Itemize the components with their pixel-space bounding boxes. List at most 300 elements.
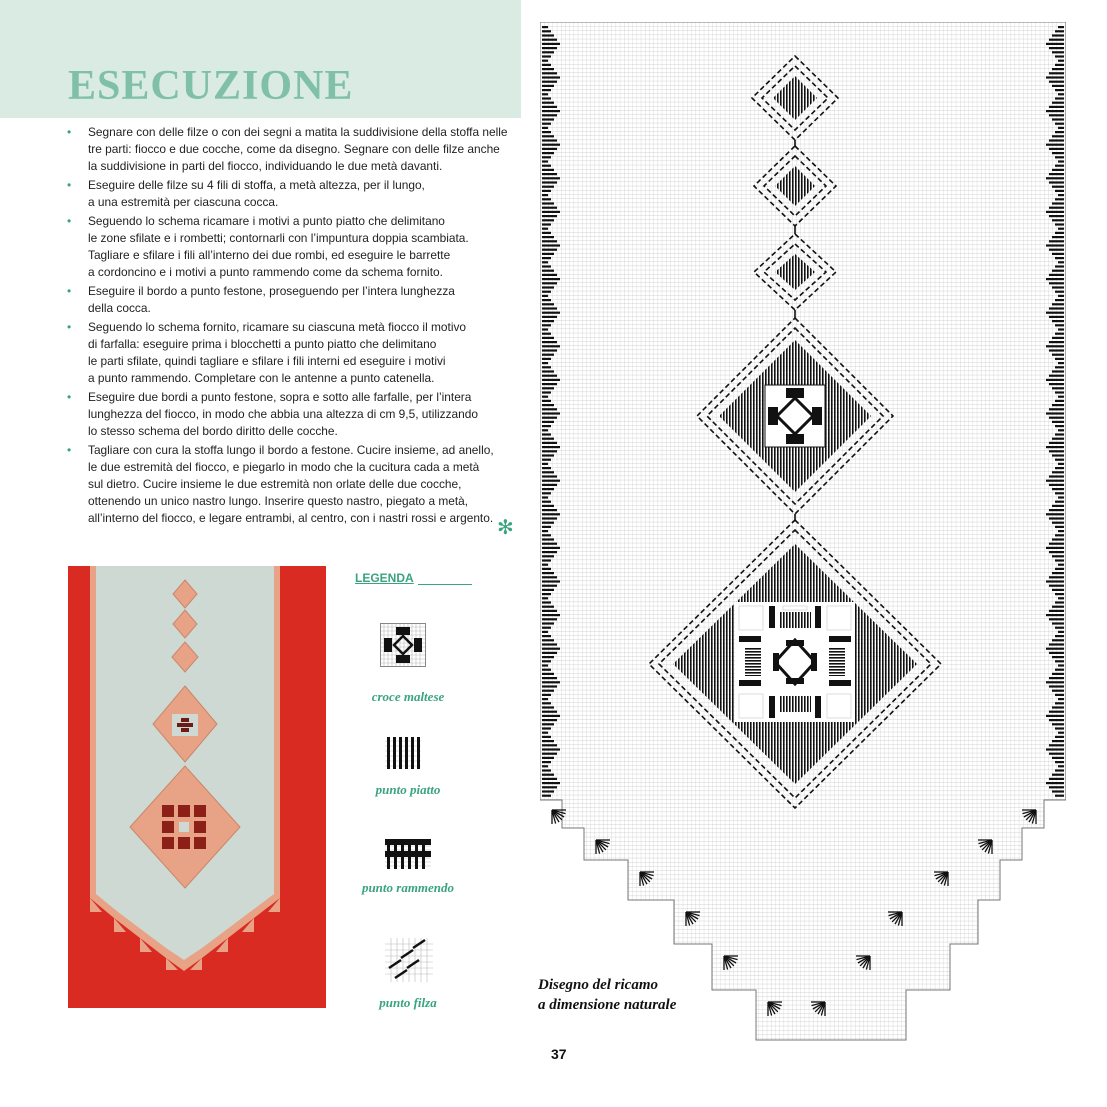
festoon-stitch-right bbox=[1049, 249, 1064, 251]
festoon-stitch-right bbox=[1058, 597, 1064, 599]
festoon-stitch-left bbox=[542, 349, 557, 351]
festoon-stitch-right bbox=[1055, 568, 1064, 570]
festoon-stitch-right bbox=[1052, 690, 1064, 692]
festoon-stitch-right bbox=[1046, 648, 1064, 650]
festoon-stitch-right bbox=[1049, 139, 1064, 141]
festoon-stitch-left bbox=[542, 652, 557, 654]
festoon-stitch-left bbox=[542, 320, 554, 322]
festoon-stitch-left bbox=[542, 610, 557, 612]
instruction-item bbox=[66, 442, 514, 527]
festoon-stitch-right bbox=[1058, 26, 1064, 28]
festoon-stitch-right bbox=[1049, 81, 1064, 83]
legend-title: LEGENDA bbox=[355, 571, 414, 585]
instruction-line: Tagliare con cura la stoffa lungo il bordo a festone. Cucire insieme, ad anello, bbox=[88, 443, 494, 457]
festoon-stitch-left bbox=[542, 522, 554, 524]
festoon-stitch-right bbox=[1049, 484, 1064, 486]
festoon-stitch-right bbox=[1046, 513, 1064, 515]
festoon-stitch-right bbox=[1046, 782, 1064, 784]
festoon-stitch-right bbox=[1049, 307, 1064, 309]
festoon-stitch-left bbox=[542, 291, 551, 293]
festoon-stitch-left bbox=[542, 526, 551, 528]
instruction-list bbox=[66, 124, 514, 529]
festoon-stitch-right bbox=[1052, 219, 1064, 221]
festoon-stitch-left bbox=[542, 89, 551, 91]
festoon-stitch-right bbox=[1049, 274, 1064, 276]
festoon-stitch-left bbox=[542, 576, 557, 578]
festoon-stitch-right bbox=[1055, 333, 1064, 335]
festoon-stitch-left bbox=[542, 51, 554, 53]
festoon-stitch-right bbox=[1046, 345, 1064, 347]
festoon-stitch-left bbox=[542, 732, 548, 734]
festoon-stitch-right bbox=[1052, 102, 1064, 104]
festoon-stitch-left bbox=[542, 156, 551, 158]
festoon-stitch-left bbox=[542, 240, 557, 242]
instruction-line: Eseguire il bordo a punto festone, proseguendo per l’intera lunghezza bbox=[88, 284, 455, 298]
festoon-stitch-left bbox=[542, 681, 560, 683]
festoon-stitch-left bbox=[542, 702, 551, 704]
festoon-stitch-left bbox=[542, 97, 551, 99]
festoon-stitch-left bbox=[542, 744, 557, 746]
festoon-stitch-left bbox=[542, 198, 551, 200]
instruction-line: Eseguire delle filze su 4 fili di stoffa, a metà altezza, per il lungo, bbox=[88, 178, 425, 192]
festoon-stitch-left bbox=[542, 727, 551, 729]
festoon-stitch-right bbox=[1055, 324, 1064, 326]
festoon-stitch-left bbox=[542, 186, 554, 188]
festoon-stitch-left bbox=[542, 257, 551, 259]
festoon-stitch-right bbox=[1055, 694, 1064, 696]
festoon-stitch-right bbox=[1052, 236, 1064, 238]
festoon-stitch-right bbox=[1049, 282, 1064, 284]
festoon-stitch-right bbox=[1052, 505, 1064, 507]
festoon-stitch-left bbox=[542, 412, 560, 414]
festoon-stitch-right bbox=[1052, 706, 1064, 708]
festoon-stitch-left bbox=[542, 673, 554, 675]
festoon-stitch-right bbox=[1052, 774, 1064, 776]
festoon-stitch-right bbox=[1052, 303, 1064, 305]
festoon-stitch-right bbox=[1052, 186, 1064, 188]
festoon-stitch-right bbox=[1052, 253, 1064, 255]
festoon-stitch-right bbox=[1049, 47, 1064, 49]
festoon-stitch-left bbox=[542, 614, 560, 616]
page-number: 37 bbox=[551, 1046, 567, 1062]
festoon-stitch-left bbox=[542, 333, 551, 335]
festoon-stitch-right bbox=[1046, 379, 1064, 381]
festoon-stitch-right bbox=[1058, 328, 1064, 330]
instruction-item bbox=[66, 213, 514, 281]
instruction-item bbox=[66, 177, 514, 211]
festoon-stitch-left bbox=[542, 358, 551, 360]
festoon-stitch-left bbox=[542, 501, 551, 503]
festoon-stitch-left bbox=[542, 391, 551, 393]
festoon-stitch-left bbox=[542, 223, 551, 225]
festoon-stitch-left bbox=[542, 396, 548, 398]
festoon-stitch-right bbox=[1049, 753, 1064, 755]
festoon-stitch-right bbox=[1055, 257, 1064, 259]
festoon-stitch-right bbox=[1055, 761, 1064, 763]
festoon-stitch-left bbox=[542, 400, 551, 402]
festoon-stitch-right bbox=[1049, 450, 1064, 452]
festoon-stitch-left bbox=[542, 236, 554, 238]
festoon-stitch-left bbox=[542, 454, 554, 456]
festoon-stitch-right bbox=[1058, 664, 1064, 666]
festoon-stitch-left bbox=[542, 572, 554, 574]
festoon-stitch-right bbox=[1058, 463, 1064, 465]
festoon-stitch-right bbox=[1046, 580, 1064, 582]
festoon-stitch-right bbox=[1052, 622, 1064, 624]
festoon-stitch-right bbox=[1049, 643, 1064, 645]
instruction-line: Tagliare e sfilare i fili all’interno dei due rombi, ed eseguire le barrette bbox=[88, 248, 451, 262]
festoon-stitch-right bbox=[1055, 526, 1064, 528]
festoon-stitch-right bbox=[1049, 375, 1064, 377]
festoon-stitch-right bbox=[1052, 572, 1064, 574]
bullet-icon: • bbox=[67, 320, 72, 334]
legend-underline bbox=[418, 584, 472, 585]
festoon-stitch-left bbox=[542, 509, 557, 511]
festoon-stitch-right bbox=[1049, 207, 1064, 209]
festoon-stitch-right bbox=[1049, 106, 1064, 108]
festoon-stitch-left bbox=[542, 324, 551, 326]
festoon-stitch-right bbox=[1055, 299, 1064, 301]
festoon-stitch-right bbox=[1049, 719, 1064, 721]
festoon-stitch-left bbox=[542, 278, 560, 280]
festoon-stitch-right bbox=[1052, 740, 1064, 742]
festoon-stitch-right bbox=[1058, 93, 1064, 95]
festoon-stitch-left bbox=[542, 118, 554, 120]
instruction-item bbox=[66, 283, 514, 317]
festoon-stitch-left bbox=[542, 778, 557, 780]
festoon-stitch-left bbox=[542, 345, 560, 347]
festoon-stitch-left bbox=[542, 375, 557, 377]
festoon-stitch-right bbox=[1049, 341, 1064, 343]
festoon-stitch-right bbox=[1055, 769, 1064, 771]
festoon-stitch-left bbox=[542, 228, 548, 230]
festoon-stitch-right bbox=[1049, 786, 1064, 788]
festoon-stitch-right bbox=[1055, 795, 1064, 797]
festoon-stitch-left bbox=[542, 723, 554, 725]
festoon-stitch-right bbox=[1055, 89, 1064, 91]
darning-stitch-icon bbox=[385, 838, 431, 870]
festoon-stitch-right bbox=[1052, 656, 1064, 658]
festoon-stitch-left bbox=[542, 740, 554, 742]
festoon-stitch-left bbox=[542, 564, 548, 566]
festoon-stitch-left bbox=[542, 446, 560, 448]
festoon-stitch-left bbox=[542, 328, 548, 330]
festoon-stitch-right bbox=[1058, 530, 1064, 532]
festoon-stitch-left bbox=[542, 85, 554, 87]
embroidery-photo bbox=[68, 566, 326, 1008]
festoon-stitch-right bbox=[1055, 635, 1064, 637]
festoon-stitch-right bbox=[1049, 383, 1064, 385]
festoon-stitch-left bbox=[542, 160, 548, 162]
festoon-stitch-left bbox=[542, 211, 560, 213]
festoon-stitch-left bbox=[542, 480, 560, 482]
festoon-stitch-right bbox=[1055, 291, 1064, 293]
bullet-icon: • bbox=[67, 443, 72, 457]
festoon-stitch-left bbox=[542, 177, 560, 179]
festoon-stitch-right bbox=[1046, 278, 1064, 280]
festoon-stitch-right bbox=[1052, 202, 1064, 204]
bullet-icon: • bbox=[67, 284, 72, 298]
festoon-stitch-right bbox=[1052, 152, 1064, 154]
festoon-stitch-right bbox=[1052, 337, 1064, 339]
instruction-line: ottenendo un unico nastro lungo. Inserire questo nastro, piegato a metà, bbox=[88, 494, 469, 508]
festoon-stitch-left bbox=[542, 459, 551, 461]
festoon-stitch-right bbox=[1046, 177, 1064, 179]
festoon-stitch-right bbox=[1052, 606, 1064, 608]
festoon-stitch-left bbox=[542, 76, 560, 78]
festoon-stitch-right bbox=[1055, 123, 1064, 125]
festoon-stitch-right bbox=[1055, 223, 1064, 225]
festoon-stitch-right bbox=[1052, 34, 1064, 36]
festoon-stitch-right bbox=[1049, 72, 1064, 74]
festoon-stitch-right bbox=[1052, 538, 1064, 540]
festoon-stitch-right bbox=[1049, 349, 1064, 351]
festoon-stitch-right bbox=[1049, 417, 1064, 419]
instruction-line: della cocca. bbox=[88, 301, 151, 315]
bullet-icon: • bbox=[67, 178, 72, 192]
festoon-stitch-left bbox=[542, 774, 554, 776]
festoon-stitch-right bbox=[1058, 228, 1064, 230]
festoon-stitch-left bbox=[542, 606, 554, 608]
chart-caption-line-1: Disegno del ricamo bbox=[538, 977, 658, 993]
festoon-stitch-right bbox=[1058, 160, 1064, 162]
festoon-stitch-right bbox=[1052, 555, 1064, 557]
festoon-stitch-right bbox=[1046, 110, 1064, 112]
festoon-stitch-right bbox=[1049, 685, 1064, 687]
festoon-stitch-left bbox=[542, 81, 557, 83]
festoon-stitch-right bbox=[1055, 400, 1064, 402]
festoon-stitch-right bbox=[1055, 425, 1064, 427]
festoon-stitch-left bbox=[542, 555, 554, 557]
festoon-stitch-left bbox=[542, 517, 557, 519]
festoon-stitch-right bbox=[1046, 446, 1064, 448]
festoon-stitch-right bbox=[1058, 60, 1064, 62]
festoon-stitch-left bbox=[542, 261, 548, 263]
festoon-stitch-left bbox=[542, 379, 560, 381]
festoon-stitch-left bbox=[542, 475, 557, 477]
festoon-stitch-right bbox=[1058, 396, 1064, 398]
festoon-stitch-right bbox=[1052, 270, 1064, 272]
festoon-stitch-left bbox=[542, 450, 557, 452]
festoon-stitch-left bbox=[542, 664, 548, 666]
festoon-stitch-left bbox=[542, 135, 554, 137]
festoon-stitch-right bbox=[1046, 681, 1064, 683]
festoon-stitch-left bbox=[542, 631, 548, 633]
festoon-stitch-left bbox=[542, 698, 548, 700]
bullet-icon: • bbox=[67, 214, 72, 228]
festoon-stitch-right bbox=[1046, 547, 1064, 549]
festoon-stitch-right bbox=[1052, 471, 1064, 473]
festoon-stitch-right bbox=[1055, 467, 1064, 469]
festoon-stitch-left bbox=[542, 299, 551, 301]
festoon-stitch-right bbox=[1058, 127, 1064, 129]
festoon-stitch-left bbox=[542, 543, 557, 545]
festoon-stitch-right bbox=[1055, 265, 1064, 267]
festoon-stitch-left bbox=[542, 559, 551, 561]
festoon-stitch-left bbox=[542, 593, 551, 595]
festoon-stitch-right bbox=[1058, 295, 1064, 297]
festoon-stitch-left bbox=[542, 383, 557, 385]
festoon-stitch-right bbox=[1058, 261, 1064, 263]
festoon-stitch-left bbox=[542, 110, 560, 112]
festoon-stitch-right bbox=[1058, 194, 1064, 196]
festoon-stitch-left bbox=[542, 341, 557, 343]
embroidery-pattern-chart bbox=[540, 22, 1066, 1042]
chart-caption-line-2: a dimensione naturale bbox=[538, 997, 677, 1013]
festoon-stitch-right bbox=[1046, 480, 1064, 482]
instruction-line: le due estremità del fiocco, e piegarlo in modo che la cucitura cada a metà bbox=[88, 460, 480, 474]
festoon-stitch-right bbox=[1052, 320, 1064, 322]
festoon-stitch-left bbox=[542, 244, 560, 246]
festoon-stitch-right bbox=[1052, 488, 1064, 490]
festoon-stitch-right bbox=[1055, 501, 1064, 503]
festoon-stitch-right bbox=[1058, 362, 1064, 364]
festoon-stitch-left bbox=[542, 215, 557, 217]
festoon-stitch-left bbox=[542, 404, 554, 406]
festoon-stitch-left bbox=[542, 202, 554, 204]
festoon-stitch-left bbox=[542, 656, 554, 658]
festoon-stitch-right bbox=[1055, 534, 1064, 536]
festoon-stitch-left bbox=[542, 694, 551, 696]
festoon-stitch-left bbox=[542, 782, 560, 784]
festoon-stitch-right bbox=[1049, 181, 1064, 183]
festoon-stitch-left bbox=[542, 421, 554, 423]
festoon-stitch-left bbox=[542, 72, 557, 74]
festoon-stitch-right bbox=[1049, 585, 1064, 587]
instruction-line: Seguendo lo schema fornito, ricamare su ciascuna metà fiocco il motivo bbox=[88, 320, 467, 334]
festoon-stitch-left bbox=[542, 366, 551, 368]
festoon-stitch-left bbox=[542, 492, 551, 494]
festoon-stitch-left bbox=[542, 102, 554, 104]
festoon-stitch-left bbox=[542, 64, 551, 66]
instruction-line: la suddivisione in parti del fiocco, individuando le due metà davanti. bbox=[88, 159, 443, 173]
instruction-line: sul dietro. Cucire insieme le due estremità non orlate delle due cocche, bbox=[88, 477, 462, 491]
satin-stitch-icon bbox=[385, 736, 421, 770]
festoon-stitch-right bbox=[1058, 765, 1064, 767]
festoon-stitch-right bbox=[1052, 639, 1064, 641]
festoon-stitch-left bbox=[542, 433, 551, 435]
festoon-stitch-left bbox=[542, 513, 560, 515]
festoon-stitch-left bbox=[542, 232, 551, 234]
festoon-stitch-left bbox=[542, 362, 548, 364]
festoon-stitch-left bbox=[542, 316, 557, 318]
festoon-stitch-right bbox=[1055, 459, 1064, 461]
festoon-stitch-right bbox=[1055, 702, 1064, 704]
festoon-stitch-left bbox=[542, 417, 557, 419]
festoon-stitch-left bbox=[542, 295, 548, 297]
festoon-stitch-right bbox=[1055, 97, 1064, 99]
festoon-stitch-left bbox=[542, 635, 551, 637]
festoon-stitch-right bbox=[1055, 559, 1064, 561]
festoon-stitch-left bbox=[542, 648, 560, 650]
bullet-icon: • bbox=[67, 390, 72, 404]
festoon-stitch-right bbox=[1055, 198, 1064, 200]
festoon-stitch-left bbox=[542, 765, 548, 767]
festoon-stitch-left bbox=[542, 795, 551, 797]
festoon-stitch-left bbox=[542, 106, 557, 108]
festoon-stitch-right bbox=[1055, 131, 1064, 133]
festoon-stitch-left bbox=[542, 601, 551, 603]
festoon-stitch-left bbox=[542, 26, 548, 28]
instruction-line: a una estremità per ciascuna cocca. bbox=[88, 195, 279, 209]
festoon-stitch-right bbox=[1052, 354, 1064, 356]
legend-label-running-stitch: punto filza bbox=[379, 995, 437, 1010]
festoon-stitch-right bbox=[1049, 148, 1064, 150]
festoon-stitch-right bbox=[1055, 433, 1064, 435]
festoon-stitch-right bbox=[1055, 366, 1064, 368]
festoon-stitch-right bbox=[1052, 723, 1064, 725]
festoon-stitch-left bbox=[542, 169, 554, 171]
festoon-stitch-right bbox=[1049, 316, 1064, 318]
festoon-stitch-right bbox=[1055, 358, 1064, 360]
running-stitch-icon bbox=[385, 938, 433, 982]
festoon-stitch-left bbox=[542, 736, 551, 738]
festoon-stitch-left bbox=[542, 60, 548, 62]
legend-label-darning-stitch: punto rammendo bbox=[361, 880, 455, 895]
festoon-stitch-left bbox=[542, 282, 557, 284]
festoon-stitch-left bbox=[542, 585, 557, 587]
festoon-stitch-right bbox=[1055, 593, 1064, 595]
festoon-stitch-left bbox=[542, 786, 557, 788]
festoon-stitch-right bbox=[1049, 711, 1064, 713]
maltese-cross-stitch-icon bbox=[380, 623, 426, 667]
festoon-stitch-right bbox=[1049, 778, 1064, 780]
festoon-stitch-left bbox=[542, 307, 557, 309]
instruction-line: tre parti: fiocco e due cocche, come da disegno. Segnare con delle filze anche bbox=[88, 142, 500, 156]
instruction-line: le parti sfilate, quindi tagliare e sfilare i fili interni ed eseguire i motivi bbox=[88, 354, 446, 368]
chart-caption bbox=[538, 975, 676, 1015]
instruction-line: Eseguire due bordi a punto festone, sopra e sotto alle farfalle, per l’intera bbox=[88, 390, 472, 404]
festoon-stitch-right bbox=[1052, 85, 1064, 87]
festoon-stitch-right bbox=[1055, 627, 1064, 629]
festoon-stitch-right bbox=[1049, 240, 1064, 242]
festoon-stitch-left bbox=[542, 505, 554, 507]
festoon-stitch-left bbox=[542, 207, 557, 209]
instruction-line: Segnare con delle filze o con dei segni a matita la suddivisione della stoffa nelle bbox=[88, 125, 508, 139]
festoon-stitch-right bbox=[1058, 564, 1064, 566]
festoon-stitch-left bbox=[542, 677, 557, 679]
festoon-stitch-left bbox=[542, 148, 557, 150]
festoon-stitch-left bbox=[542, 425, 551, 427]
festoon-stitch-right bbox=[1049, 543, 1064, 545]
festoon-stitch-left bbox=[542, 530, 548, 532]
festoon-stitch-right bbox=[1058, 732, 1064, 734]
festoon-stitch-left bbox=[542, 114, 557, 116]
festoon-stitch-right bbox=[1052, 673, 1064, 675]
festoon-stitch-left bbox=[542, 753, 557, 755]
festoon-stitch-right bbox=[1052, 51, 1064, 53]
festoon-stitch-right bbox=[1055, 660, 1064, 662]
festoon-stitch-left bbox=[542, 685, 557, 687]
festoon-stitch-right bbox=[1052, 286, 1064, 288]
festoon-stitch-right bbox=[1055, 165, 1064, 167]
festoon-stitch-left bbox=[542, 68, 554, 70]
festoon-stitch-left bbox=[542, 690, 554, 692]
festoon-stitch-left bbox=[542, 761, 551, 763]
festoon-stitch-left bbox=[542, 93, 548, 95]
festoon-stitch-right bbox=[1049, 475, 1064, 477]
festoon-stitch-left bbox=[542, 580, 560, 582]
festoon-stitch-right bbox=[1058, 698, 1064, 700]
festoon-stitch-left bbox=[542, 303, 554, 305]
festoon-stitch-left bbox=[542, 265, 551, 267]
festoon-stitch-right bbox=[1055, 30, 1064, 32]
festoon-stitch-right bbox=[1058, 631, 1064, 633]
festoon-stitch-left bbox=[542, 34, 554, 36]
festoon-stitch-left bbox=[542, 438, 554, 440]
festoon-stitch-left bbox=[542, 152, 554, 154]
festoon-stitch-left bbox=[542, 337, 554, 339]
